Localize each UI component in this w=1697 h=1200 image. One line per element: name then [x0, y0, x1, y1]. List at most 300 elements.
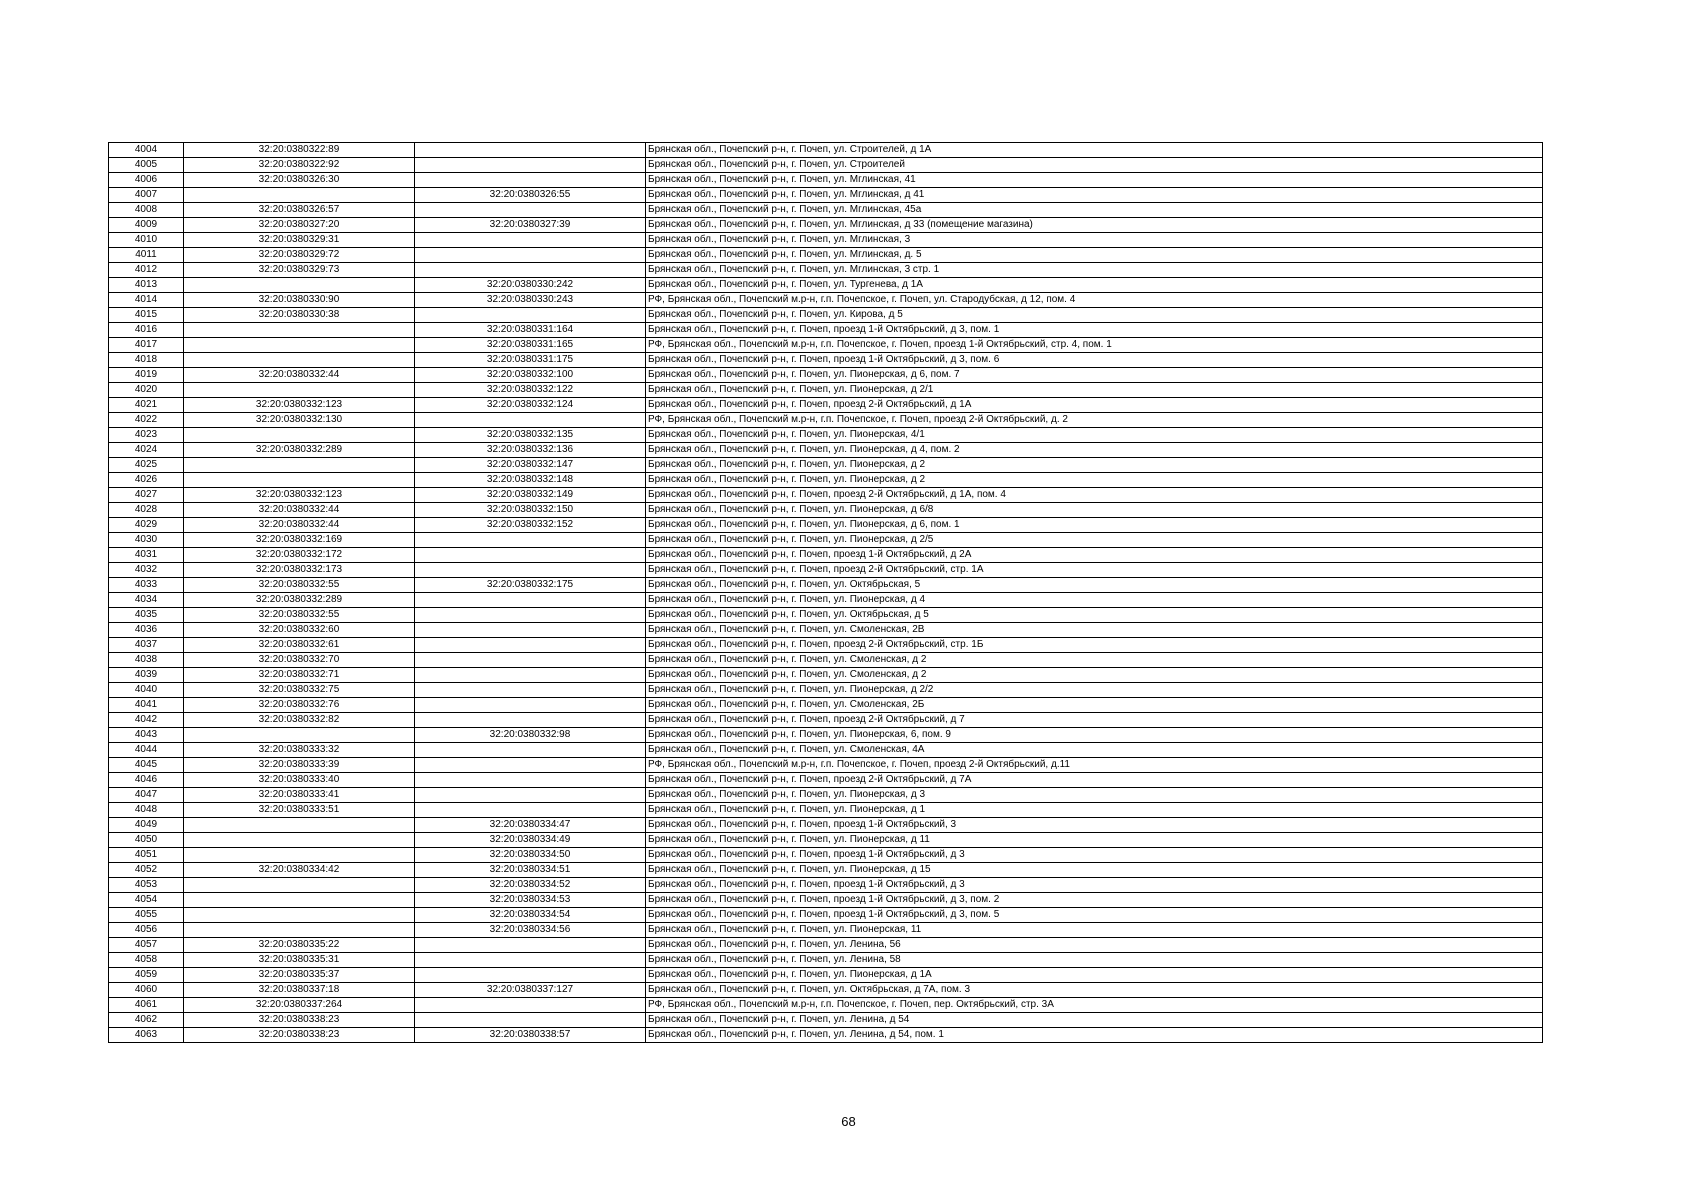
address-cell: Брянская обл., Почепский р-н, г. Почеп, проезд 2-й Октябрьский, д 1А, пом. 4: [646, 488, 1543, 503]
linked-cadastral-number-cell: [415, 953, 646, 968]
page-number: 68: [841, 1114, 856, 1129]
row-number-cell: 4027: [109, 488, 184, 503]
linked-cadastral-number-cell: [415, 758, 646, 773]
cadastral-number-cell: 32:20:0380334:42: [184, 863, 415, 878]
row-number-cell: 4008: [109, 203, 184, 218]
linked-cadastral-number-cell: 32:20:0380332:136: [415, 443, 646, 458]
linked-cadastral-number-cell: [415, 713, 646, 728]
linked-cadastral-number-cell: 32:20:0380334:52: [415, 878, 646, 893]
table-row: [109, 173, 1543, 188]
row-number-cell: 4056: [109, 923, 184, 938]
address-cell: Брянская обл., Почепский р-н, г. Почеп, ул. Смоленская, 2Б: [646, 698, 1543, 713]
linked-cadastral-number-cell: [415, 143, 646, 158]
linked-cadastral-number-cell: [415, 788, 646, 803]
cadastral-number-cell: 32:20:0380332:55: [184, 608, 415, 623]
table-row: [109, 908, 1543, 923]
linked-cadastral-number-cell: [415, 668, 646, 683]
table-row: [109, 788, 1543, 803]
address-cell: Брянская обл., Почепский р-н, г. Почеп, ул. Кирова, д 5: [646, 308, 1543, 323]
row-number-cell: 4022: [109, 413, 184, 428]
table-row: [109, 323, 1543, 338]
table-row: [109, 218, 1543, 233]
table-row: [109, 428, 1543, 443]
cadastral-number-cell: [184, 818, 415, 833]
table-row: [109, 983, 1543, 998]
table-row: [109, 398, 1543, 413]
cadastral-number-cell: 32:20:0380326:30: [184, 173, 415, 188]
cadastral-number-cell: 32:20:0380337:264: [184, 998, 415, 1013]
row-number-cell: 4061: [109, 998, 184, 1013]
cadastral-number-cell: [184, 428, 415, 443]
table-row: [109, 308, 1543, 323]
row-number-cell: 4011: [109, 248, 184, 263]
address-cell: Брянская обл., Почепский р-н, г. Почеп, проезд 2-й Октябрьский, стр. 1Б: [646, 638, 1543, 653]
cadastral-number-cell: [184, 893, 415, 908]
table-row: [109, 443, 1543, 458]
row-number-cell: 4038: [109, 653, 184, 668]
table-row: [109, 338, 1543, 353]
cadastral-number-cell: [184, 473, 415, 488]
cadastral-number-cell: 32:20:0380330:90: [184, 293, 415, 308]
table-row: [109, 1028, 1543, 1043]
address-cell: Брянская обл., Почепский р-н, г. Почеп, ул. Тургенева, д 1А: [646, 278, 1543, 293]
cadastral-number-cell: 32:20:0380326:57: [184, 203, 415, 218]
table-row: [109, 683, 1543, 698]
row-number-cell: 4029: [109, 518, 184, 533]
row-number-cell: 4046: [109, 773, 184, 788]
linked-cadastral-number-cell: 32:20:0380334:51: [415, 863, 646, 878]
address-cell: Брянская обл., Почепский р-н, г. Почеп, ул. Пионерская, 6, пом. 9: [646, 728, 1543, 743]
cadastral-number-cell: [184, 848, 415, 863]
address-cell: Брянская обл., Почепский р-н, г. Почеп, ул. Пионерская, д 1: [646, 803, 1543, 818]
table-row: [109, 503, 1543, 518]
cadastral-number-cell: 32:20:0380335:22: [184, 938, 415, 953]
linked-cadastral-number-cell: 32:20:0380332:147: [415, 458, 646, 473]
address-cell: Брянская обл., Почепский р-н, г. Почеп, проезд 2-й Октябрьский, д 7: [646, 713, 1543, 728]
cadastral-number-cell: 32:20:0380332:289: [184, 443, 415, 458]
cadastral-number-cell: 32:20:0380329:73: [184, 263, 415, 278]
linked-cadastral-number-cell: 32:20:0380330:243: [415, 293, 646, 308]
cadastral-number-cell: 32:20:0380329:31: [184, 233, 415, 248]
cadastral-number-cell: [184, 458, 415, 473]
address-cell: Брянская обл., Почепский р-н, г. Почеп, ул. Мглинская, 3 стр. 1: [646, 263, 1543, 278]
row-number-cell: 4039: [109, 668, 184, 683]
table-row: [109, 473, 1543, 488]
linked-cadastral-number-cell: 32:20:0380331:165: [415, 338, 646, 353]
cadastral-number-cell: 32:20:0380333:40: [184, 773, 415, 788]
cadastral-number-cell: 32:20:0380332:71: [184, 668, 415, 683]
row-number-cell: 4012: [109, 263, 184, 278]
registry-table-body: [109, 143, 1543, 1043]
linked-cadastral-number-cell: 32:20:0380331:175: [415, 353, 646, 368]
address-cell: Брянская обл., Почепский р-н, г. Почеп, ул. Октябрьская, д 5: [646, 608, 1543, 623]
row-number-cell: 4010: [109, 233, 184, 248]
linked-cadastral-number-cell: 32:20:0380332:100: [415, 368, 646, 383]
linked-cadastral-number-cell: [415, 263, 646, 278]
table-row: [109, 623, 1543, 638]
cadastral-number-cell: 32:20:0380332:76: [184, 698, 415, 713]
table-row: [109, 728, 1543, 743]
address-cell: Брянская обл., Почепский р-н, г. Почеп, ул. Мглинская, д 41: [646, 188, 1543, 203]
address-cell: Брянская обл., Почепский р-н, г. Почеп, ул. Пионерская, д 4, пом. 2: [646, 443, 1543, 458]
address-cell: Брянская обл., Почепский р-н, г. Почеп, ул. Смоленская, 2В: [646, 623, 1543, 638]
address-cell: Брянская обл., Почепский р-н, г. Почеп, ул. Пионерская, д 2: [646, 458, 1543, 473]
cadastral-number-cell: 32:20:0380332:55: [184, 578, 415, 593]
address-cell: Брянская обл., Почепский р-н, г. Почеп, ул. Строителей, д 1А: [646, 143, 1543, 158]
linked-cadastral-number-cell: [415, 248, 646, 263]
cadastral-number-cell: [184, 278, 415, 293]
row-number-cell: 4042: [109, 713, 184, 728]
linked-cadastral-number-cell: 32:20:0380326:55: [415, 188, 646, 203]
address-cell: РФ, Брянская обл., Почепский м.р-н, г.п. Почепское, г. Почеп, ул. Стародубская, д 12, пом. 4: [646, 293, 1543, 308]
table-row: [109, 263, 1543, 278]
cadastral-number-cell: 32:20:0380338:23: [184, 1028, 415, 1043]
table-row: [109, 668, 1543, 683]
registry-table: [108, 142, 1543, 1043]
cadastral-number-cell: 32:20:0380335:37: [184, 968, 415, 983]
address-cell: Брянская обл., Почепский р-н, г. Почеп, ул. Ленина, 56: [646, 938, 1543, 953]
linked-cadastral-number-cell: [415, 623, 646, 638]
cadastral-number-cell: 32:20:0380333:51: [184, 803, 415, 818]
table-row: [109, 293, 1543, 308]
address-cell: РФ, Брянская обл., Почепский м.р-н, г.п. Почепское, г. Почеп, проезд 1-й Октябрьский, стр. 4, пом. 1: [646, 338, 1543, 353]
linked-cadastral-number-cell: [415, 593, 646, 608]
linked-cadastral-number-cell: [415, 548, 646, 563]
row-number-cell: 4057: [109, 938, 184, 953]
row-number-cell: 4015: [109, 308, 184, 323]
cadastral-number-cell: 32:20:0380338:23: [184, 1013, 415, 1028]
linked-cadastral-number-cell: 32:20:0380332:152: [415, 518, 646, 533]
linked-cadastral-number-cell: [415, 1013, 646, 1028]
table-row: [109, 383, 1543, 398]
cadastral-number-cell: 32:20:0380332:44: [184, 503, 415, 518]
linked-cadastral-number-cell: [415, 233, 646, 248]
address-cell: Брянская обл., Почепский р-н, г. Почеп, ул. Октябрьская, 5: [646, 578, 1543, 593]
table-row: [109, 353, 1543, 368]
row-number-cell: 4044: [109, 743, 184, 758]
linked-cadastral-number-cell: [415, 638, 646, 653]
linked-cadastral-number-cell: [415, 158, 646, 173]
linked-cadastral-number-cell: 32:20:0380331:164: [415, 323, 646, 338]
address-cell: Брянская обл., Почепский р-н, г. Почеп, проезд 2-й Октябрьский, стр. 1А: [646, 563, 1543, 578]
linked-cadastral-number-cell: 32:20:0380327:39: [415, 218, 646, 233]
table-row: [109, 593, 1543, 608]
table-row: [109, 953, 1543, 968]
cadastral-number-cell: 32:20:0380332:60: [184, 623, 415, 638]
address-cell: Брянская обл., Почепский р-н, г. Почеп, проезд 1-й Октябрьский, д 2А: [646, 548, 1543, 563]
address-cell: Брянская обл., Почепский р-н, г. Почеп, ул. Пионерская, д 2/1: [646, 383, 1543, 398]
address-cell: Брянская обл., Почепский р-н, г. Почеп, ул. Смоленская, д 2: [646, 653, 1543, 668]
table-row: [109, 488, 1543, 503]
linked-cadastral-number-cell: 32:20:0380334:50: [415, 848, 646, 863]
address-cell: Брянская обл., Почепский р-н, г. Почеп, ул. Пионерская, д 11: [646, 833, 1543, 848]
row-number-cell: 4050: [109, 833, 184, 848]
cadastral-number-cell: 32:20:0380332:44: [184, 518, 415, 533]
row-number-cell: 4023: [109, 428, 184, 443]
linked-cadastral-number-cell: [415, 413, 646, 428]
row-number-cell: 4054: [109, 893, 184, 908]
table-row: [109, 833, 1543, 848]
linked-cadastral-number-cell: [415, 773, 646, 788]
cadastral-number-cell: 32:20:0380332:123: [184, 398, 415, 413]
address-cell: Брянская обл., Почепский р-н, г. Почеп, ул. Пионерская, д 6/8: [646, 503, 1543, 518]
cadastral-number-cell: [184, 878, 415, 893]
table-row: [109, 638, 1543, 653]
table-row: [109, 998, 1543, 1013]
row-number-cell: 4063: [109, 1028, 184, 1043]
row-number-cell: 4047: [109, 788, 184, 803]
table-row: [109, 938, 1543, 953]
address-cell: Брянская обл., Почепский р-н, г. Почеп, ул. Смоленская, 4А: [646, 743, 1543, 758]
table-row: [109, 203, 1543, 218]
linked-cadastral-number-cell: 32:20:0380332:149: [415, 488, 646, 503]
row-number-cell: 4058: [109, 953, 184, 968]
row-number-cell: 4005: [109, 158, 184, 173]
linked-cadastral-number-cell: [415, 683, 646, 698]
linked-cadastral-number-cell: [415, 608, 646, 623]
table-row: [109, 608, 1543, 623]
table-row: [109, 923, 1543, 938]
row-number-cell: 4045: [109, 758, 184, 773]
table-row: [109, 1013, 1543, 1028]
linked-cadastral-number-cell: 32:20:0380332:135: [415, 428, 646, 443]
address-cell: Брянская обл., Почепский р-н, г. Почеп, ул. Пионерская, д 3: [646, 788, 1543, 803]
cadastral-number-cell: 32:20:0380330:38: [184, 308, 415, 323]
row-number-cell: 4007: [109, 188, 184, 203]
table-row: [109, 278, 1543, 293]
address-cell: Брянская обл., Почепский р-н, г. Почеп, проезд 1-й Октябрьский, д 3, пом. 6: [646, 353, 1543, 368]
row-number-cell: 4031: [109, 548, 184, 563]
cadastral-number-cell: [184, 728, 415, 743]
table-row: [109, 563, 1543, 578]
row-number-cell: 4034: [109, 593, 184, 608]
table-row: [109, 773, 1543, 788]
cadastral-number-cell: 32:20:0380332:172: [184, 548, 415, 563]
linked-cadastral-number-cell: [415, 533, 646, 548]
address-cell: Брянская обл., Почепский р-н, г. Почеп, ул. Октябрьская, д 7А, пом. 3: [646, 983, 1543, 998]
cadastral-number-cell: 32:20:0380332:130: [184, 413, 415, 428]
row-number-cell: 4018: [109, 353, 184, 368]
table-row: [109, 878, 1543, 893]
address-cell: Брянская обл., Почепский р-н, г. Почеп, ул. Мглинская, 45а: [646, 203, 1543, 218]
row-number-cell: 4026: [109, 473, 184, 488]
address-cell: Брянская обл., Почепский р-н, г. Почеп, ул. Мглинская, д. 5: [646, 248, 1543, 263]
cadastral-number-cell: [184, 383, 415, 398]
cadastral-number-cell: 32:20:0380332:82: [184, 713, 415, 728]
row-number-cell: 4028: [109, 503, 184, 518]
address-cell: Брянская обл., Почепский р-н, г. Почеп, ул. Ленина, д 54: [646, 1013, 1543, 1028]
address-cell: Брянская обл., Почепский р-н, г. Почеп, ул. Ленина, д 54, пом. 1: [646, 1028, 1543, 1043]
cadastral-number-cell: 32:20:0380332:289: [184, 593, 415, 608]
address-cell: Брянская обл., Почепский р-н, г. Почеп, проезд 1-й Октябрьский, д 3, пом. 1: [646, 323, 1543, 338]
row-number-cell: 4021: [109, 398, 184, 413]
table-row: [109, 758, 1543, 773]
table-row: [109, 458, 1543, 473]
table-row: [109, 893, 1543, 908]
linked-cadastral-number-cell: [415, 938, 646, 953]
row-number-cell: 4060: [109, 983, 184, 998]
cadastral-number-cell: 32:20:0380333:41: [184, 788, 415, 803]
cadastral-number-cell: 32:20:0380332:173: [184, 563, 415, 578]
row-number-cell: 4055: [109, 908, 184, 923]
address-cell: Брянская обл., Почепский р-н, г. Почеп, ул. Пионерская, д 4: [646, 593, 1543, 608]
cadastral-number-cell: 32:20:0380332:61: [184, 638, 415, 653]
linked-cadastral-number-cell: [415, 968, 646, 983]
cadastral-number-cell: 32:20:0380322:89: [184, 143, 415, 158]
row-number-cell: 4059: [109, 968, 184, 983]
table-row: [109, 158, 1543, 173]
row-number-cell: 4004: [109, 143, 184, 158]
row-number-cell: 4052: [109, 863, 184, 878]
linked-cadastral-number-cell: 32:20:0380338:57: [415, 1028, 646, 1043]
linked-cadastral-number-cell: 32:20:0380334:54: [415, 908, 646, 923]
table-row: [109, 233, 1543, 248]
address-cell: Брянская обл., Почепский р-н, г. Почеп, ул. Пионерская, д 6, пом. 1: [646, 518, 1543, 533]
linked-cadastral-number-cell: 32:20:0380334:56: [415, 923, 646, 938]
table-row: [109, 368, 1543, 383]
linked-cadastral-number-cell: 32:20:0380332:122: [415, 383, 646, 398]
table-row: [109, 188, 1543, 203]
row-number-cell: 4014: [109, 293, 184, 308]
cadastral-number-cell: [184, 323, 415, 338]
cadastral-number-cell: 32:20:0380337:18: [184, 983, 415, 998]
address-cell: РФ, Брянская обл., Почепский м.р-н, г.п. Почепское, г. Почеп, пер. Октябрьский, стр. 3А: [646, 998, 1543, 1013]
row-number-cell: 4062: [109, 1013, 184, 1028]
table-row: [109, 533, 1543, 548]
cadastral-number-cell: 32:20:0380329:72: [184, 248, 415, 263]
cadastral-number-cell: 32:20:0380332:70: [184, 653, 415, 668]
row-number-cell: 4037: [109, 638, 184, 653]
linked-cadastral-number-cell: [415, 743, 646, 758]
row-number-cell: 4035: [109, 608, 184, 623]
row-number-cell: 4033: [109, 578, 184, 593]
row-number-cell: 4043: [109, 728, 184, 743]
table-row: [109, 548, 1543, 563]
cadastral-number-cell: 32:20:0380327:20: [184, 218, 415, 233]
linked-cadastral-number-cell: 32:20:0380332:150: [415, 503, 646, 518]
address-cell: Брянская обл., Почепский р-н, г. Почеп, ул. Ленина, 58: [646, 953, 1543, 968]
cadastral-number-cell: [184, 338, 415, 353]
address-cell: Брянская обл., Почепский р-н, г. Почеп, ул. Пионерская, д 6, пом. 7: [646, 368, 1543, 383]
address-cell: Брянская обл., Почепский р-н, г. Почеп, ул. Строителей: [646, 158, 1543, 173]
row-number-cell: 4017: [109, 338, 184, 353]
cadastral-number-cell: 32:20:0380332:44: [184, 368, 415, 383]
cadastral-number-cell: 32:20:0380333:32: [184, 743, 415, 758]
table-row: [109, 518, 1543, 533]
address-cell: Брянская обл., Почепский р-н, г. Почеп, ул. Пионерская, д 1А: [646, 968, 1543, 983]
linked-cadastral-number-cell: 32:20:0380334:49: [415, 833, 646, 848]
linked-cadastral-number-cell: 32:20:0380334:53: [415, 893, 646, 908]
row-number-cell: 4016: [109, 323, 184, 338]
cadastral-number-cell: [184, 923, 415, 938]
cadastral-number-cell: [184, 188, 415, 203]
address-cell: Брянская обл., Почепский р-н, г. Почеп, проезд 1-й Октябрьский, 3: [646, 818, 1543, 833]
address-cell: Брянская обл., Почепский р-н, г. Почеп, проезд 2-й Октябрьский, д 1А: [646, 398, 1543, 413]
row-number-cell: 4036: [109, 623, 184, 638]
address-cell: Брянская обл., Почепский р-н, г. Почеп, проезд 1-й Октябрьский, д 3, пом. 2: [646, 893, 1543, 908]
address-cell: Брянская обл., Почепский р-н, г. Почеп, ул. Пионерская, 11: [646, 923, 1543, 938]
linked-cadastral-number-cell: [415, 563, 646, 578]
table-row: [109, 743, 1543, 758]
address-cell: РФ, Брянская обл., Почепский м.р-н, г.п. Почепское, г. Почеп, проезд 2-й Октябрьский, д.11: [646, 758, 1543, 773]
address-cell: Брянская обл., Почепский р-н, г. Почеп, проезд 1-й Октябрьский, д 3: [646, 848, 1543, 863]
row-number-cell: 4006: [109, 173, 184, 188]
table-row: [109, 863, 1543, 878]
cadastral-number-cell: [184, 908, 415, 923]
row-number-cell: 4025: [109, 458, 184, 473]
linked-cadastral-number-cell: [415, 998, 646, 1013]
address-cell: Брянская обл., Почепский р-н, г. Почеп, ул. Мглинская, д 33 (помещение магазина): [646, 218, 1543, 233]
address-cell: Брянская обл., Почепский р-н, г. Почеп, ул. Пионерская, д 2/5: [646, 533, 1543, 548]
linked-cadastral-number-cell: 32:20:0380332:175: [415, 578, 646, 593]
row-number-cell: 4032: [109, 563, 184, 578]
address-cell: Брянская обл., Почепский р-н, г. Почеп, ул. Смоленская, д 2: [646, 668, 1543, 683]
address-cell: Брянская обл., Почепский р-н, г. Почеп, ул. Пионерская, д 15: [646, 863, 1543, 878]
cadastral-number-cell: 32:20:0380322:92: [184, 158, 415, 173]
linked-cadastral-number-cell: [415, 698, 646, 713]
row-number-cell: 4020: [109, 383, 184, 398]
linked-cadastral-number-cell: [415, 308, 646, 323]
table-row: [109, 848, 1543, 863]
address-cell: Брянская обл., Почепский р-н, г. Почеп, проезд 1-й Октябрьский, д 3, пом. 5: [646, 908, 1543, 923]
address-cell: Брянская обл., Почепский р-н, г. Почеп, ул. Пионерская, 4/1: [646, 428, 1543, 443]
address-cell: Брянская обл., Почепский р-н, г. Почеп, проезд 1-й Октябрьский, д 3: [646, 878, 1543, 893]
address-cell: РФ, Брянская обл., Почепский м.р-н, г.п. Почепское, г. Почеп, проезд 2-й Октябрьский, д. 2: [646, 413, 1543, 428]
cadastral-number-cell: [184, 353, 415, 368]
linked-cadastral-number-cell: [415, 653, 646, 668]
cadastral-number-cell: 32:20:0380333:39: [184, 758, 415, 773]
table-row: [109, 818, 1543, 833]
table-row: [109, 143, 1543, 158]
linked-cadastral-number-cell: [415, 803, 646, 818]
row-number-cell: 4040: [109, 683, 184, 698]
cadastral-number-cell: 32:20:0380335:31: [184, 953, 415, 968]
linked-cadastral-number-cell: 32:20:0380334:47: [415, 818, 646, 833]
linked-cadastral-number-cell: 32:20:0380332:124: [415, 398, 646, 413]
linked-cadastral-number-cell: 32:20:0380332:98: [415, 728, 646, 743]
table-row: [109, 713, 1543, 728]
table-row: [109, 803, 1543, 818]
row-number-cell: 4030: [109, 533, 184, 548]
row-number-cell: 4048: [109, 803, 184, 818]
row-number-cell: 4009: [109, 218, 184, 233]
cadastral-number-cell: 32:20:0380332:169: [184, 533, 415, 548]
table-row: [109, 653, 1543, 668]
address-cell: Брянская обл., Почепский р-н, г. Почеп, ул. Мглинская, 3: [646, 233, 1543, 248]
address-cell: Брянская обл., Почепский р-н, г. Почеп, ул. Пионерская, д 2: [646, 473, 1543, 488]
table-row: [109, 698, 1543, 713]
row-number-cell: 4041: [109, 698, 184, 713]
cadastral-number-cell: 32:20:0380332:75: [184, 683, 415, 698]
row-number-cell: 4024: [109, 443, 184, 458]
row-number-cell: 4013: [109, 278, 184, 293]
table-row: [109, 578, 1543, 593]
row-number-cell: 4049: [109, 818, 184, 833]
linked-cadastral-number-cell: 32:20:0380337:127: [415, 983, 646, 998]
linked-cadastral-number-cell: [415, 173, 646, 188]
row-number-cell: 4019: [109, 368, 184, 383]
address-cell: Брянская обл., Почепский р-н, г. Почеп, ул. Пионерская, д 2/2: [646, 683, 1543, 698]
address-cell: Брянская обл., Почепский р-н, г. Почеп, ул. Мглинская, 41: [646, 173, 1543, 188]
cadastral-number-cell: 32:20:0380332:123: [184, 488, 415, 503]
table-row: [109, 413, 1543, 428]
cadastral-number-cell: [184, 833, 415, 848]
linked-cadastral-number-cell: 32:20:0380330:242: [415, 278, 646, 293]
row-number-cell: 4051: [109, 848, 184, 863]
linked-cadastral-number-cell: 32:20:0380332:148: [415, 473, 646, 488]
linked-cadastral-number-cell: [415, 203, 646, 218]
table-row: [109, 968, 1543, 983]
